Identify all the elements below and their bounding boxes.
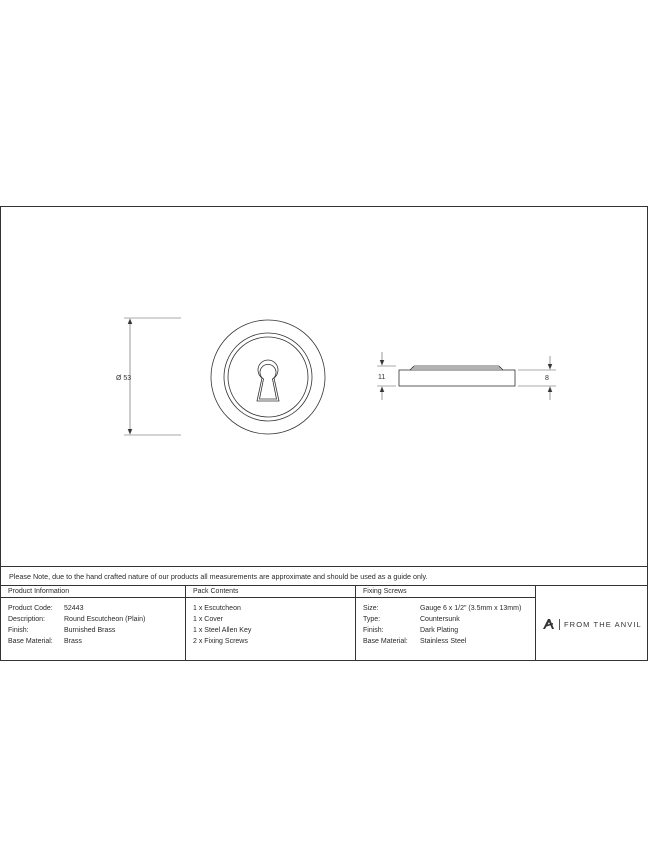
brand-panel xyxy=(536,586,648,660)
technical-drawing xyxy=(1,207,647,565)
product-information-panel xyxy=(1,586,186,660)
height-left-label: 11 xyxy=(378,374,386,381)
type-row: Type: Countersunk xyxy=(363,616,460,623)
product-code-row: Product Code: 52443 xyxy=(8,605,84,612)
size-row: Size: Gauge 6 x 1/2" (3.5mm x 13mm) xyxy=(363,605,522,612)
description-row: Description: Round Escutcheon (Plain) xyxy=(8,616,146,623)
logo-divider xyxy=(559,619,560,630)
brand-name: FROM THE ANVIL xyxy=(564,619,642,629)
screw-finish-row: Finish: Dark Plating xyxy=(363,627,459,634)
drawing-sheet xyxy=(0,206,648,661)
list-item: 2 x Fixing Screws xyxy=(193,638,248,645)
measurement-note: Please Note, due to the hand crafted nature of our products all measurements are approximate and should be used as a guide only. xyxy=(1,566,647,586)
diameter-dimension xyxy=(124,318,181,435)
height-right-label: 8 xyxy=(545,375,549,382)
pack-contents-panel xyxy=(186,586,356,660)
base-material-row: Base Material: Brass xyxy=(8,638,82,645)
height-dimension-right xyxy=(518,356,556,400)
screw-base-material-row: Base Material: Stainless Steel xyxy=(363,638,467,645)
finish-row: Finish: Burnished Brass xyxy=(8,627,116,634)
diameter-label: Ø 53 xyxy=(116,375,132,382)
brand-logo xyxy=(542,618,642,630)
escutcheon-front-view xyxy=(211,320,325,434)
pack-contents-title: Pack Contents xyxy=(186,586,355,598)
anvil-logo-icon xyxy=(542,618,555,630)
list-item: 1 x Escutcheon xyxy=(193,605,241,612)
escutcheon-side-view xyxy=(399,366,515,386)
fixing-screws-title: Fixing Screws xyxy=(356,586,535,598)
list-item: 1 x Steel Allen Key xyxy=(193,627,252,634)
product-information-title: Product Information xyxy=(1,586,185,598)
fixing-screws-panel xyxy=(356,586,536,660)
list-item: 1 x Cover xyxy=(193,616,223,623)
